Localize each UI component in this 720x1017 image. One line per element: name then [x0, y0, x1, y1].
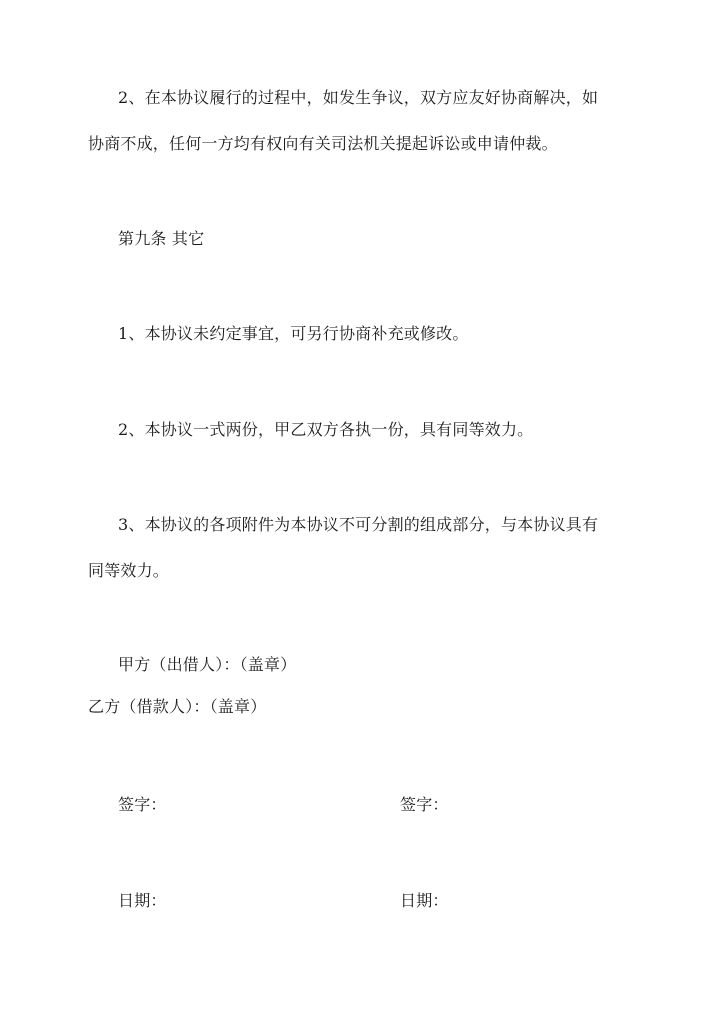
right-date-label: 日期： — [400, 891, 449, 910]
clause-9-3-line-2: 同等效力。 — [88, 561, 170, 580]
clause-9-1: 1、本协议未约定事宜，可另行协商补充或修改。 — [118, 324, 469, 343]
section-heading: 第九条 其它 — [118, 229, 205, 248]
right-signature-label: 签字： — [400, 795, 449, 814]
party-a-lender: 甲方（出借人）：（盖章） — [118, 655, 297, 674]
clause-9-3-line-1: 3、本协议的各项附件为本协议不可分割的组成部分，与本协议具有 — [118, 515, 599, 534]
clause-9-2: 2、本协议一式两份，甲乙双方各执一份，具有同等效力。 — [118, 420, 534, 439]
left-signature-label: 签字： — [118, 795, 167, 814]
left-date-label: 日期： — [118, 891, 167, 910]
clause-8-2-line-1: 2、在本协议履行的过程中，如发生争议，双方应友好协商解决，如 — [118, 88, 599, 107]
party-b-borrower: 乙方（借款人）：（盖章） — [88, 697, 267, 716]
clause-8-2-line-2: 协商不成，任何一方均有权向有关司法机关提起诉讼或申请仲裁。 — [88, 134, 558, 153]
